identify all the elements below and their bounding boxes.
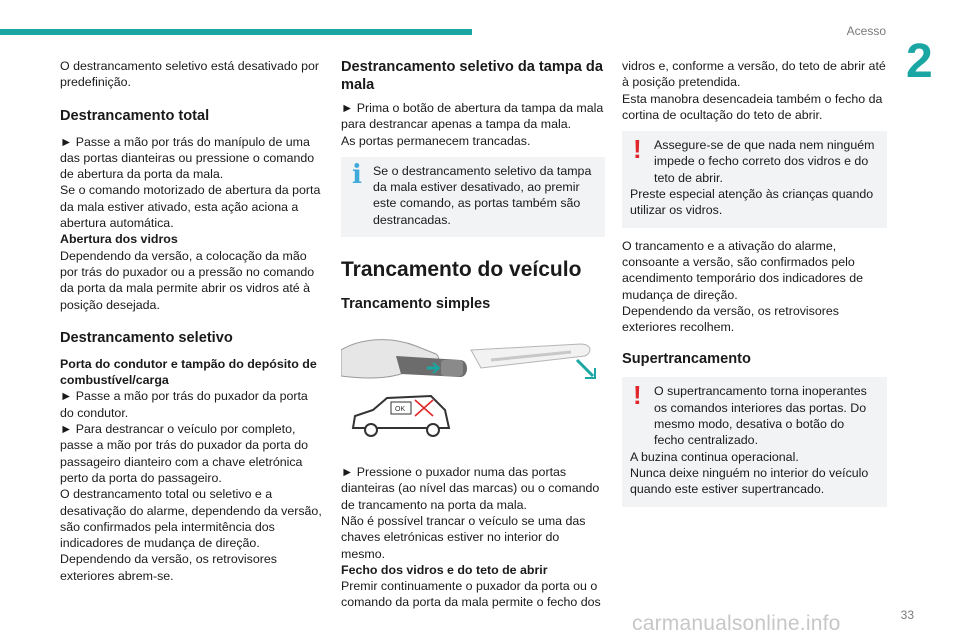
note-text: Se o destrancamento seletivo da tampa da mala estiver desativado, ao premir este comando, as portas também são destrancadas. [373,163,592,227]
warning-note [622,377,887,506]
paragraph: Dependendo da versão, a colocação da mão por trás do puxador ou a pressão no comando da porta da mala permite abrir os vidros até à posição desejada. [60,248,315,312]
note-text: Preste especial atenção às crianças quando utilizar os vidros. [630,187,874,218]
paragraph: ► Pressione o puxador numa das portas dianteiras (ao nível das marcas) ou o comando de trancamento na porta da mala. [341,465,600,512]
chapter-number: 2 [906,35,933,88]
column-1 [60,58,322,584]
paragraph: Dependendo da versão, os retrovisores exteriores recolhem. [622,303,839,335]
paragraph: ► Para destrancar o veículo por completo, passe a mão por trás do puxador da porta do passageiro dianteiro com a chave eletrónica perto da porta do passageiro. [60,422,308,485]
column-3 [622,58,887,507]
heading-supertrancamento: Supertrancamento [622,351,751,368]
paragraph: As portas permanecem trancadas. [341,133,531,148]
heading-trancamento-simples: Trancamento simples [341,296,491,313]
subheading: Porta do condutor e tampão do depósito de combustível/carga [60,356,317,388]
door-handle-illustration [341,330,605,438]
heading-trancamento-veiculo: Trancamento do veículo [341,258,582,282]
watermark: carmanualsonline.info [632,612,841,635]
heading-destrancamento-total: Destrancamento total [60,107,210,124]
paragraph: O destrancamento total ou seletivo e a desativação do alarme, dependendo da versão, são confirmados pela intermitência dos indicadores de mudança de direção. [60,487,322,551]
paragraph: vidros e, conforme a versão, do teto de abrir até à posição pretendida. [622,59,886,90]
note-text: A buzina continua operacional. [630,449,799,464]
subheading: Fecho dos vidros e do teto de abrir [341,562,548,577]
note-text: Nunca deixe ninguém no interior do veículo quando este estiver supertrancado. [630,465,869,497]
info-icon: i [352,159,362,190]
paragraph: ► Passe a mão por trás do puxador da porta do condutor. [60,389,308,420]
paragraph: Esta manobra desencadeia também o fecho da cortina de ocultação do teto de abrir. [622,91,883,122]
page-number: 33 [900,608,914,622]
info-note [341,157,605,237]
heading-tampa-mala: Destrancamento seletivo da tampa da mala [341,59,603,93]
note-text: Assegure-se de que nada nem ninguém impede o fecho correto dos vidros e do teto de abrir. [654,138,875,185]
paragraph: Dependendo da versão, os retrovisores exteriores abrem-se. [60,552,277,583]
locking-illustration [341,330,605,438]
ok-label: OK [395,406,406,414]
paragraph: O trancamento e a ativação do alarme, consoante a versão, são confirmados pelo acendimento temporário dos indicadores de mudança de direção. [622,238,864,302]
paragraph: ► Prima o botão de abertura da tampa da mala para destrancar apenas a tampa da mala. [341,101,604,132]
intro-text: O destrancamento seletivo está desativado por predefinição. [60,59,319,90]
section-title: Acesso [846,24,886,38]
paragraph: ► Passe a mão por trás do manípulo de uma das portas dianteiras ou pressione o comando de abertura da porta da mala. [60,134,315,182]
note-text: O supertrancamento torna inoperantes os comandos interiores das portas. Do mesmo modo, desativa o botão do fecho centralizado. [654,384,867,448]
column-2 [341,58,605,611]
warning-icon: ! [633,380,642,411]
paragraph: Se o comando motorizado de abertura da porta da mala estiver ativado, esta ação aciona a abertura automática. [60,183,321,231]
paragraph: Premir continuamente o puxador da porta ou o comando da porta da mala permite o fecho dos [341,579,601,610]
header-accent-bar [0,29,472,35]
warning-note [622,131,887,227]
subheading: Abertura dos vidros [60,232,178,247]
paragraph: Não é possível trancar o veículo se uma das chaves eletrónicas estiver no interior do mesmo. [341,513,586,561]
warning-icon: ! [633,134,642,165]
heading-destrancamento-seletivo: Destrancamento seletivo [60,329,233,346]
